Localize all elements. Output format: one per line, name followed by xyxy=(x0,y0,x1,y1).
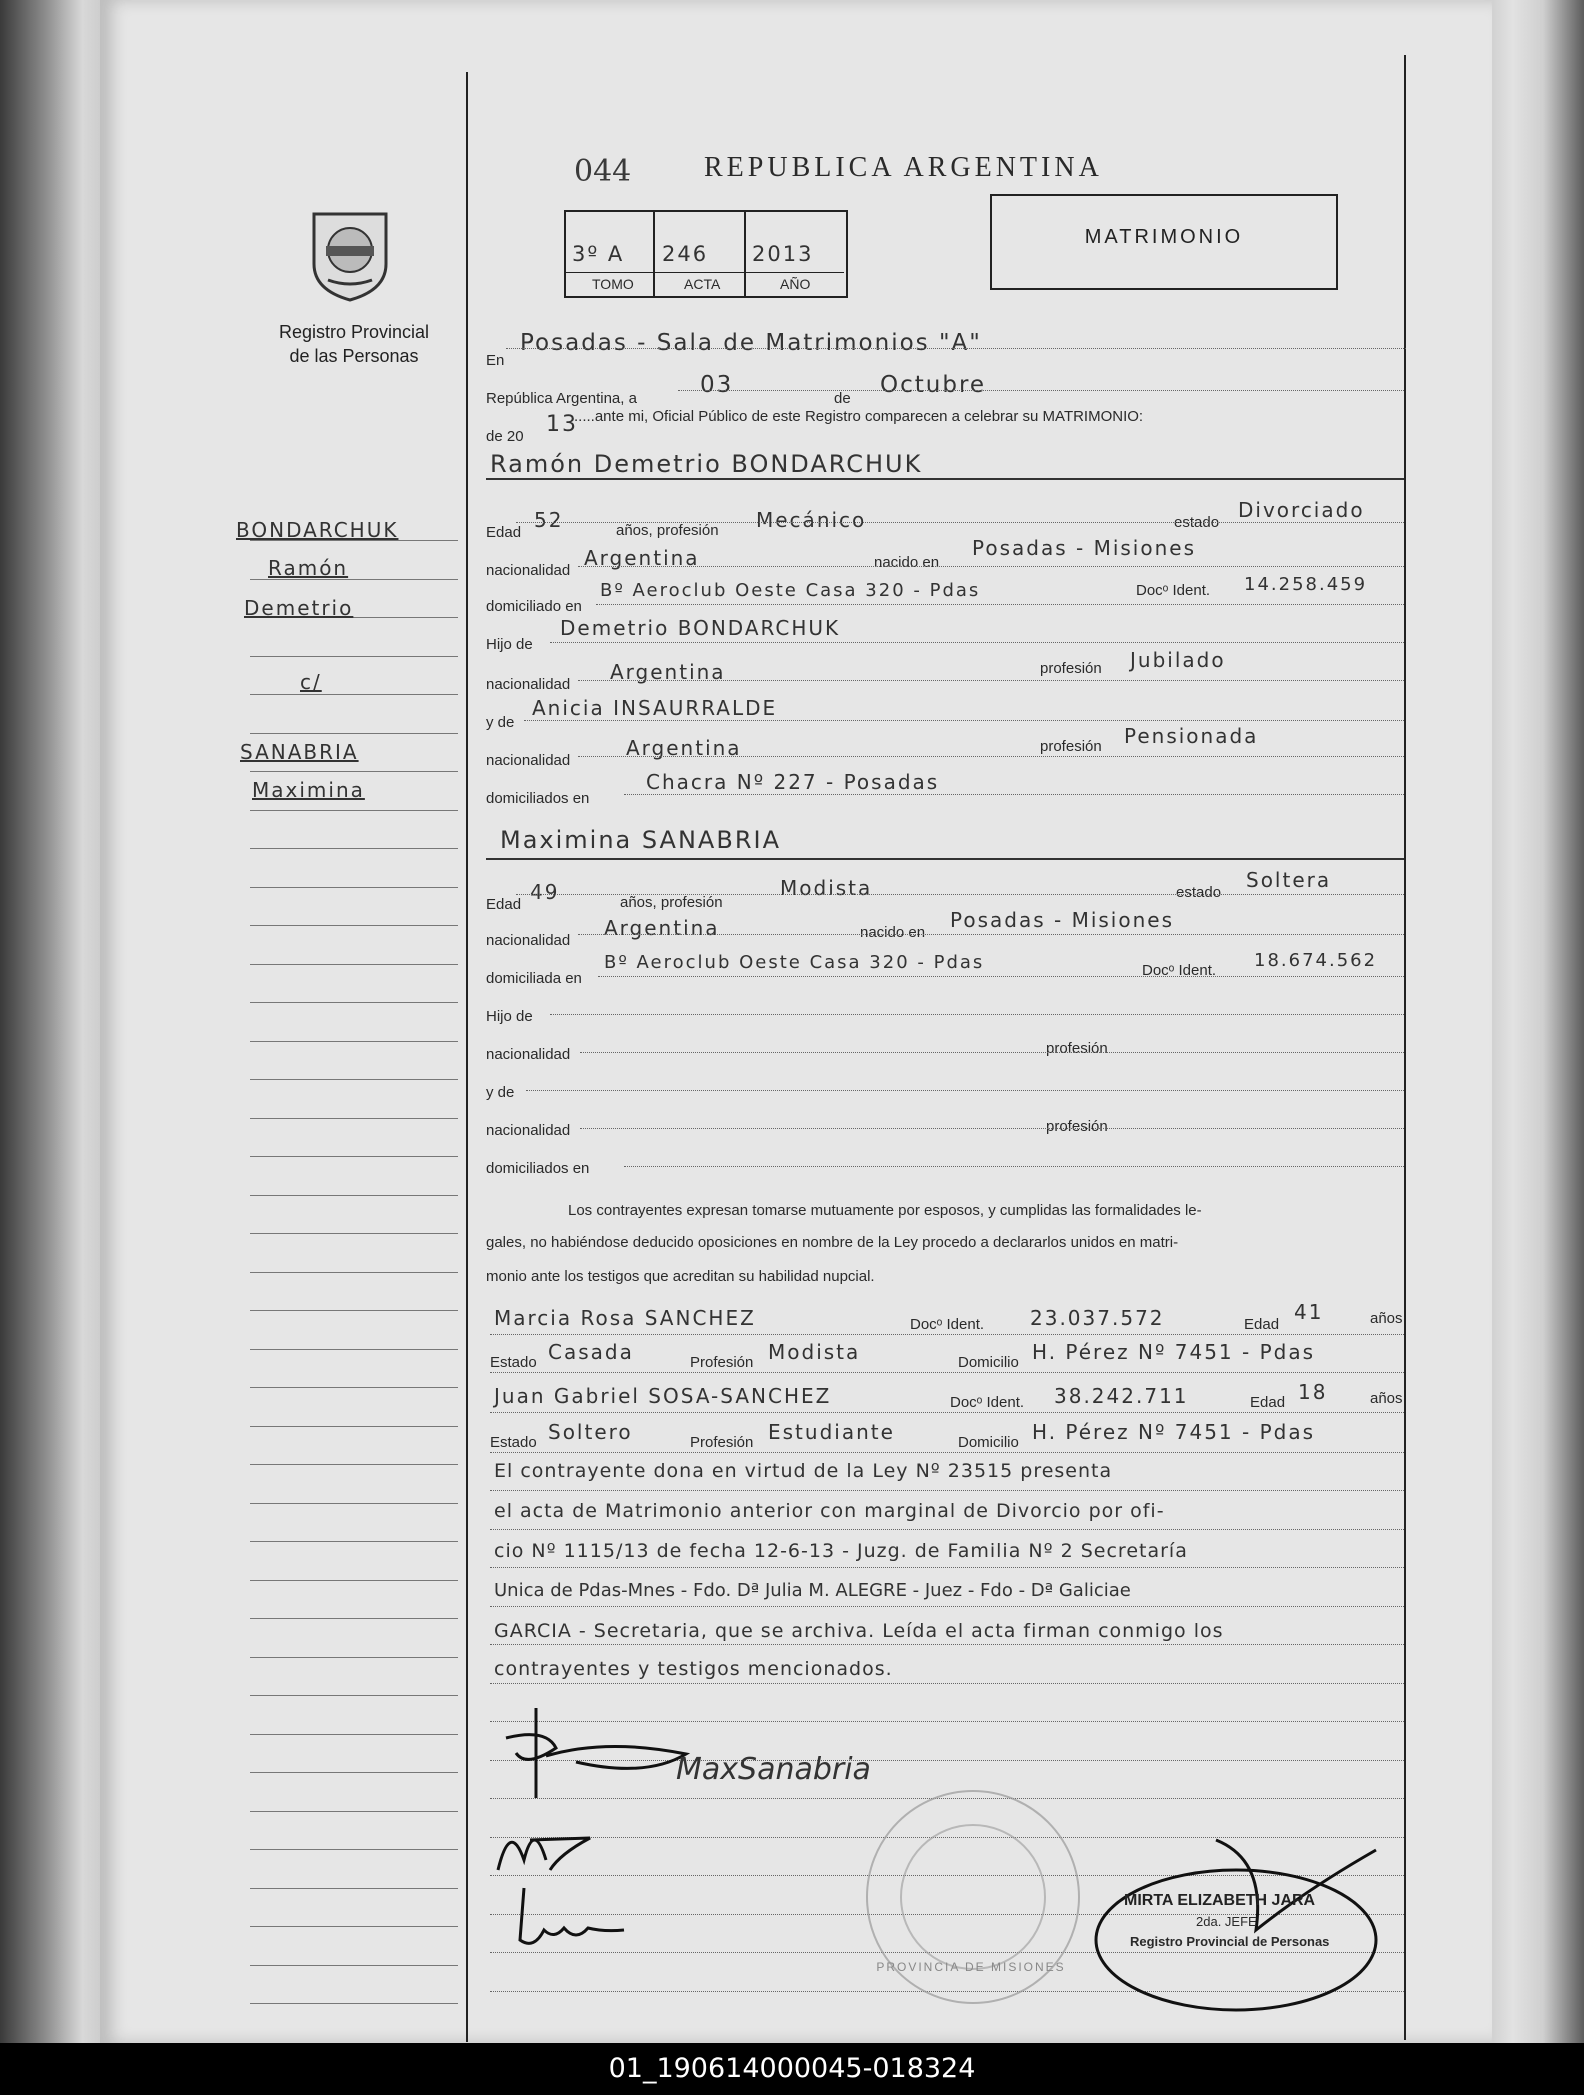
bride-name: Maximina SANABRIA xyxy=(500,826,781,854)
bride-hijo-line xyxy=(550,1014,1404,1015)
bride-nacido-label: nacido en xyxy=(860,924,926,941)
margin-ruled-line xyxy=(250,1349,458,1350)
republica-label: República Argentina, a xyxy=(486,390,637,407)
witness2-signature xyxy=(504,1880,644,1960)
bride-nacido: Posadas - Misiones xyxy=(950,908,1174,932)
witness2-doc-label: Docᵒ Ident. xyxy=(950,1394,1025,1411)
declaration-line2: gales, no habiéndose deducido oposiciones en nombre de la Ley procedo a declararlos unidos en matri- xyxy=(486,1234,1179,1251)
bride-dom2-line xyxy=(624,1166,1404,1167)
margin-ruled-line xyxy=(250,656,458,657)
bride-estado: Soltera xyxy=(1246,868,1332,892)
day-value: 03 xyxy=(700,372,734,398)
margin-ruled-line xyxy=(250,1387,458,1388)
margin-ruled-line xyxy=(250,1580,458,1581)
year-suffix: 13 xyxy=(546,412,578,437)
margin-ruled-line xyxy=(250,2003,458,2004)
margin-note-line2: Ramón xyxy=(268,556,349,580)
date-line xyxy=(678,390,1404,391)
bride-yde-line xyxy=(526,1090,1404,1091)
witness1-line xyxy=(490,1334,1404,1335)
groom-madre-prof-label: profesión xyxy=(1040,738,1102,755)
groom-domicilio: Bº Aeroclub Oeste Casa 320 - Pdas xyxy=(600,580,981,601)
margin-note-line3: Demetrio xyxy=(244,596,354,620)
margin-ruled-line xyxy=(250,1272,458,1273)
margin-ruled-line xyxy=(250,1695,458,1696)
declaration-line3: monio ante los testigos que acreditan su habilidad nupcial. xyxy=(486,1268,875,1285)
witness2-profesion: Estudiante xyxy=(768,1420,895,1444)
bride-edad-line xyxy=(516,894,1404,895)
witness2-prof-label: Profesión xyxy=(690,1434,754,1451)
witness2-doc: 38.242.711 xyxy=(1054,1384,1189,1408)
bride-nac1-line xyxy=(580,1052,1404,1053)
witness1-profesion: Modista xyxy=(768,1340,861,1364)
notes-ruled-line xyxy=(490,1606,1404,1607)
groom-dom-line xyxy=(596,604,1404,605)
groom-padre-line xyxy=(550,642,1404,643)
bride-nac-line xyxy=(578,934,1404,935)
groom-madre: Anicia INSAURRALDE xyxy=(532,696,778,720)
month-value: Octubre xyxy=(880,372,987,398)
margin-note-line4: c/ xyxy=(300,670,322,694)
margin-ruled-line xyxy=(250,1464,458,1465)
book-box-divider xyxy=(744,212,746,296)
bride-estado-label: estado xyxy=(1176,884,1222,901)
official-role: 2da. JEFE xyxy=(1196,1914,1257,1929)
image-id-caption: 01_190614000045-018324 xyxy=(0,2043,1584,2095)
groom-nacido: Posadas - Misiones xyxy=(972,536,1196,560)
margin-ruled-line xyxy=(250,848,458,849)
groom-estado-label: estado xyxy=(1174,514,1220,531)
witness1-dom-label: Domicilio xyxy=(958,1354,1019,1371)
bride-nac1-label: nacionalidad xyxy=(486,1046,571,1063)
declaration-line1: Los contrayentes expresan tomarse mutuamente por esposos, y cumplidas las formalidades le- xyxy=(568,1202,1202,1219)
notes-ruled-line xyxy=(490,1490,1404,1491)
groom-padre-nac-label: nacionalidad xyxy=(486,676,571,693)
margin-ruled-line xyxy=(250,1079,458,1080)
bride-anios-label: años, profesión xyxy=(620,894,723,911)
note-line-2: el acta de Matrimonio anterior con marginal de Divorcio por ofi- xyxy=(494,1500,1165,1522)
registry-name-line1: Registro Provincial xyxy=(278,322,430,342)
note-line-6: contrayentes y testigos mencionados. xyxy=(494,1658,893,1680)
note-line-3: cio Nº 1115/13 de fecha 12-6-13 - Juzg. de Familia Nº 2 Secretaría xyxy=(494,1540,1188,1562)
groom-doc: 14.258.459 xyxy=(1244,574,1368,595)
margin-ruled-line xyxy=(250,1888,458,1889)
witness2-domicilio: H. Pérez Nº 7451 - Pdas xyxy=(1032,1420,1316,1444)
note-line-1: El contrayente dona en virtud de la Ley Nº 23515 presenta xyxy=(494,1460,1113,1482)
witness1-anios-label: años xyxy=(1370,1310,1403,1327)
bride-edad: 49 xyxy=(530,880,560,904)
acta-label: ACTA xyxy=(684,276,721,292)
note-line-4: Unica de Pdas-Mnes - Fdo. Dª Julia M. ALEGRE - Juez - Fdo - Dª Galiciae xyxy=(494,1580,1131,1601)
witness2-edad: 18 xyxy=(1298,1380,1328,1404)
bride-profesion: Modista xyxy=(780,876,873,900)
witness2-estado: Soltero xyxy=(548,1420,633,1444)
margin-note-line6: Maximina xyxy=(252,778,365,802)
registry-name-line2: de las Personas xyxy=(289,346,419,366)
margin-note-line5: SANABRIA xyxy=(240,740,359,764)
tomo-label: TOMO xyxy=(592,276,634,292)
bride-dom-line xyxy=(598,976,1404,977)
groom-madre-prof: Pensionada xyxy=(1124,724,1259,748)
margin-ruled-line xyxy=(250,1156,458,1157)
groom-name: Ramón Demetrio BONDARCHUK xyxy=(490,450,923,478)
margin-ruled-line xyxy=(250,964,458,965)
official-stamp-inner xyxy=(900,1824,1046,1970)
provincial-seal-icon xyxy=(308,206,392,302)
bride-doc-label: Docᵒ Ident. xyxy=(1142,962,1217,979)
margin-ruled-line xyxy=(250,1041,458,1042)
certificate-page xyxy=(100,0,1492,2043)
witness2-edad-label: Edad xyxy=(1250,1394,1286,1411)
witness2-anios-label: años xyxy=(1370,1390,1403,1407)
margin-ruled-line xyxy=(250,1657,458,1658)
bride-nac2-label: nacionalidad xyxy=(486,1122,571,1139)
bride-doc: 18.674.562 xyxy=(1254,950,1378,971)
margin-ruled-line xyxy=(250,1734,458,1735)
groom-padres-dom: Chacra Nº 227 - Posadas xyxy=(646,770,940,794)
groom-padre-nac-line xyxy=(578,680,1404,681)
stamp-text: PROVINCIA DE MISIONES xyxy=(876,1960,1066,1974)
comparecen-text: .....ante mi, Oficial Público de este Registro comparecen a celebrar su MATRIMONIO: xyxy=(574,408,1144,425)
bride-signature: MaxSanabria xyxy=(676,1752,871,1787)
margin-ruled-line xyxy=(250,1965,458,1966)
country-title: REPUBLICA ARGENTINA xyxy=(704,152,1103,183)
groom-nacionalidad-label: nacionalidad xyxy=(486,562,571,579)
witness1-line2 xyxy=(490,1372,1404,1373)
groom-nacido-label: nacido en xyxy=(874,554,940,571)
notes-ruled-line xyxy=(490,1567,1404,1568)
groom-yde-label: y de xyxy=(486,714,515,731)
bride-hijo-label: Hijo de xyxy=(486,1008,533,1025)
tomo-value: 3º A xyxy=(572,242,625,266)
margin-ruled-line xyxy=(250,1233,458,1234)
witness2-dom-label: Domicilio xyxy=(958,1434,1019,1451)
groom-padre-prof-label: profesión xyxy=(1040,660,1102,677)
witness2-line2 xyxy=(490,1452,1404,1453)
groom-padre-nac: Argentina xyxy=(610,660,726,684)
de-label: de xyxy=(834,390,851,407)
margin-ruled-line xyxy=(250,1618,458,1619)
notes-ruled-line xyxy=(490,1683,1404,1684)
groom-padres-dom-label: domiciliados en xyxy=(486,790,590,807)
bride-dom-label: domiciliados en xyxy=(486,1160,590,1177)
bride-nacionalidad-label: nacionalidad xyxy=(486,932,571,949)
witness1-estado: Casada xyxy=(548,1340,634,1364)
witness1-estado-label: Estado xyxy=(490,1354,537,1371)
margin-ruled-line xyxy=(250,1811,458,1812)
margin-ruled-line xyxy=(250,925,458,926)
anio-value: 2013 xyxy=(752,242,814,266)
margin-ruled-line xyxy=(250,1772,458,1773)
anio-label: AÑO xyxy=(780,276,811,292)
place-line xyxy=(506,348,1406,349)
witness1-doc-label: Docᵒ Ident. xyxy=(910,1316,985,1333)
margin-ruled-line xyxy=(250,1118,458,1119)
groom-madre-nac-line xyxy=(578,756,1404,757)
groom-anios-label: años, profesión xyxy=(616,522,719,539)
place-value: Posadas - Sala de Matrimonios "A" xyxy=(520,330,982,356)
margin-ruled-line xyxy=(250,694,458,695)
groom-nacionalidad: Argentina xyxy=(584,546,700,570)
bride-edad-label: Edad xyxy=(486,896,522,913)
groom-estado: Divorciado xyxy=(1238,498,1365,522)
bride-prof1-label: profesión xyxy=(1046,1040,1108,1057)
bride-domicilio: Bº Aeroclub Oeste Casa 320 - Pdas xyxy=(604,952,985,973)
margin-ruled-line xyxy=(250,1195,458,1196)
witness1-name: Marcia Rosa SANCHEZ xyxy=(494,1306,756,1330)
margin-ruled-line xyxy=(250,1849,458,1850)
bride-domiciliada-label: domiciliada en xyxy=(486,970,582,987)
record-number: 044 xyxy=(574,154,632,189)
witness2-name: Juan Gabriel SOSA-SANCHEZ xyxy=(494,1384,832,1408)
groom-padres-dom-line xyxy=(624,794,1404,795)
witness1-prof-label: Profesión xyxy=(690,1354,754,1371)
notes-ruled-line xyxy=(490,1644,1404,1645)
book-box-rule xyxy=(566,272,844,273)
margin-divider xyxy=(466,72,468,2042)
margin-ruled-line xyxy=(250,1426,458,1427)
record-type: MATRIMONIO xyxy=(1084,226,1244,248)
notes-ruled-line xyxy=(490,1529,1404,1530)
groom-domiciliado-label: domiciliado en xyxy=(486,598,582,615)
previous-page-edge xyxy=(0,0,110,2043)
margin-ruled-line xyxy=(250,733,458,734)
margin-note-line1: BONDARCHUK xyxy=(236,518,399,542)
witness2-line xyxy=(490,1412,1404,1413)
groom-hijo-label: Hijo de xyxy=(486,636,533,653)
groom-edad-line xyxy=(516,522,1404,523)
margin-ruled-line xyxy=(250,1310,458,1311)
margin-ruled-line xyxy=(250,1503,458,1504)
groom-name-rule xyxy=(486,478,1404,480)
witness1-domicilio: H. Pérez Nº 7451 - Pdas xyxy=(1032,1340,1316,1364)
margin-ruled-line xyxy=(250,1002,458,1003)
right-border xyxy=(1404,55,1406,2040)
groom-padre: Demetrio BONDARCHUK xyxy=(560,616,841,640)
bride-name-rule xyxy=(486,858,1404,860)
groom-profesion: Mecánico xyxy=(756,508,867,532)
groom-madre-line xyxy=(524,720,1404,721)
groom-nac-line xyxy=(578,566,1404,567)
book-box-divider xyxy=(653,212,655,296)
witness1-edad: 41 xyxy=(1294,1300,1324,1324)
margin-ruled-line xyxy=(250,887,458,888)
groom-madre-nac: Argentina xyxy=(626,736,742,760)
groom-edad: 52 xyxy=(534,508,564,532)
acta-value: 246 xyxy=(662,242,709,266)
official-office: Registro Provincial de Personas xyxy=(1130,1934,1330,1949)
groom-edad-label: Edad xyxy=(486,524,522,541)
note-line-5: GARCIA - Secretaria, que se archiva. Leída el acta firman conmigo los xyxy=(494,1620,1224,1642)
bride-nac2-line xyxy=(580,1128,1404,1129)
groom-madre-nac-label: nacionalidad xyxy=(486,752,571,769)
year-prefix: de 20 xyxy=(486,428,524,445)
groom-padre-prof: Jubilado xyxy=(1130,648,1226,672)
witness2-estado-label: Estado xyxy=(490,1434,537,1451)
groom-doc-label: Docᵒ Ident. xyxy=(1136,582,1211,599)
next-page-edge xyxy=(1482,0,1584,2043)
margin-ruled-line xyxy=(250,1541,458,1542)
bride-nacionalidad: Argentina xyxy=(604,916,720,940)
witness1-edad-label: Edad xyxy=(1244,1316,1280,1333)
official-name: MIRTA ELIZABETH JARA xyxy=(1124,1892,1316,1909)
margin-ruled-line xyxy=(250,1926,458,1927)
en-label: En xyxy=(486,352,505,369)
bride-yde-label: y de xyxy=(486,1084,515,1101)
witness1-signature xyxy=(490,1810,610,1880)
margin-ruled-line xyxy=(250,771,458,772)
witness1-doc: 23.037.572 xyxy=(1030,1306,1165,1330)
margin-ruled-line xyxy=(250,810,458,811)
groom-signature xyxy=(486,1698,706,1808)
bride-prof2-label: profesión xyxy=(1046,1118,1108,1135)
